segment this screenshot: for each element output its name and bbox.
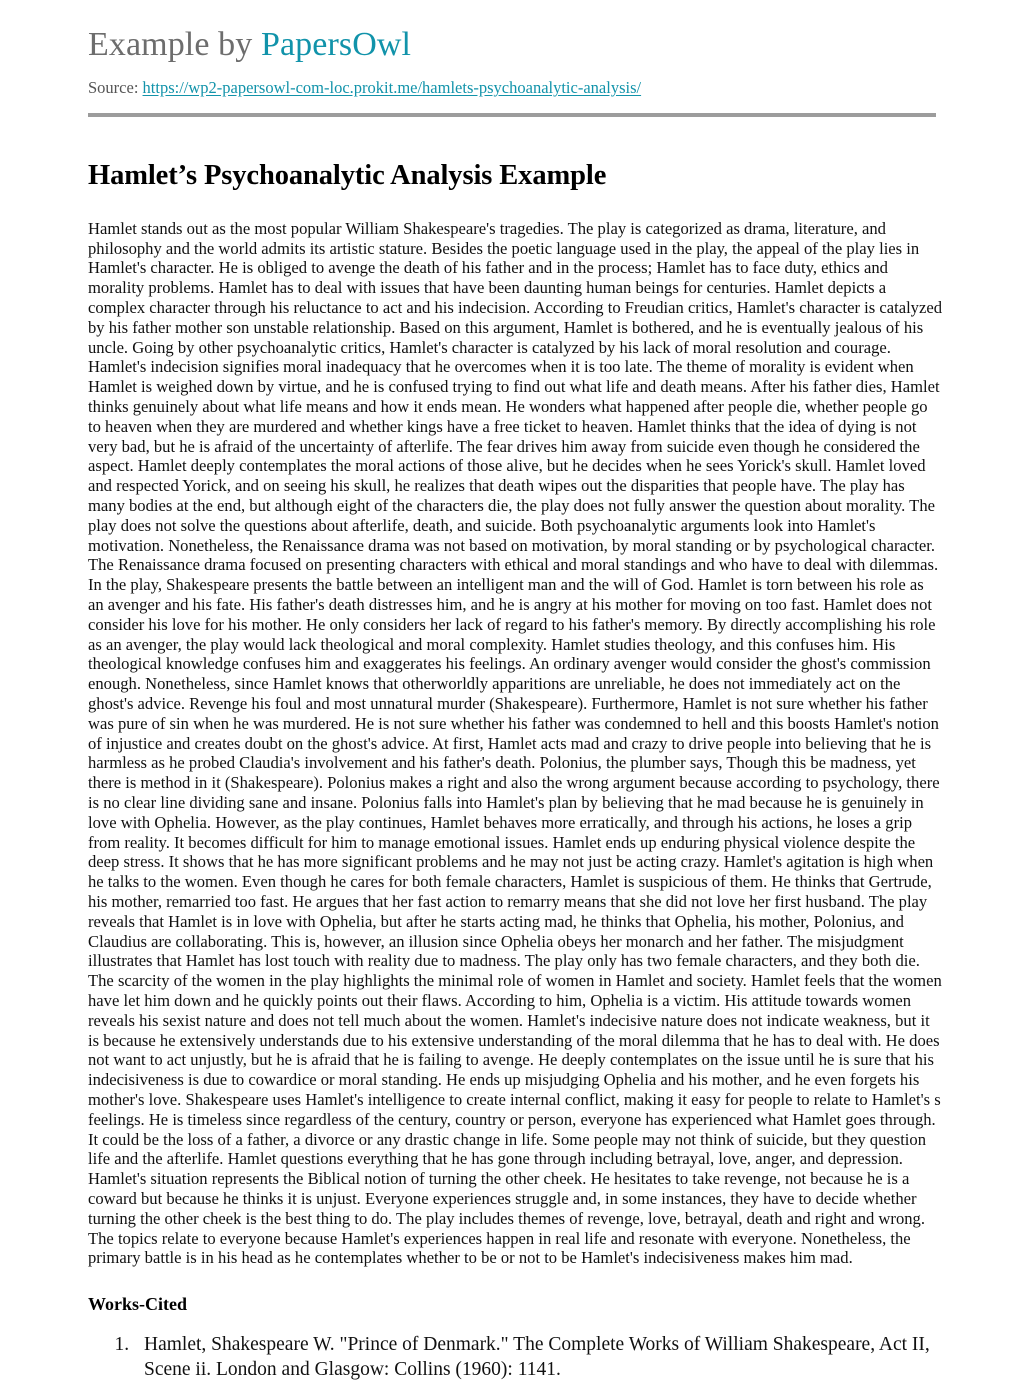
works-cited-list xyxy=(88,1332,936,1382)
source-line xyxy=(88,78,936,99)
list-item: 1. Hamlet, Shakespeare W. "Prince of Denmark." The Complete Works of William Shakespeare, Act II, Scene ii. London and Glasgow: Collins (1960): 1141. xyxy=(134,1332,944,1382)
source-label: Source: xyxy=(88,78,139,98)
source-url-link[interactable]: https://wp2-papersowl-com-loc.prokit.me/hamlets-psychoanalytic-analysis/ xyxy=(142,78,642,98)
brand-name-text: PapersOwl xyxy=(260,26,412,63)
brand-prefix-text: Example by xyxy=(88,26,261,63)
works-cited-heading: Works-Cited xyxy=(88,1294,187,1315)
header-divider xyxy=(88,113,936,117)
page-title: Hamlet’s Psychoanalytic Analysis Example xyxy=(88,159,607,191)
article-content xyxy=(0,159,1024,1382)
article-body-paragraph: Hamlet stands out as the most popular William Shakespeare's tragedies. The play is categorized as drama, literature, and philosophy and the world admits its artistic stature. Besides the poetic language used in the play, the appeal of the play lies in Hamlet's character. He is obliged to avenge the death of his father and in the process; Hamlet has to face duty, ethics and morality problems. Hamlet has to deal with issues that have been daunting human beings for centuries. Hamlet depicts a complex character through his reluctance to act and his indecision. According to Freudian critics, Hamlet's character is catalyzed by his father mother son unstable relationship. Based on this argument, Hamlet is bothered, and he is eventually jealous of his uncle. Going by other psychoanalytic critics, Hamlet's character is catalyzed by his lack of moral resolution and courage. Hamlet's indecision signifies moral inadequacy that he overcomes when it is too late. The theme of morality is evident when Hamlet is weighed down by virtue, and he is confused trying to find out what life and death means. After his father dies, Hamlet thinks genuinely about what life means and how it ends mean. He wonders what happened after people die, whether people go to heaven when they are murdered and whether kings have a free ticket to heaven. Hamlet thinks that the idea of dying is not very bad, but he is afraid of the uncertainty of afterlife. The fear drives him away from suicide even though he considered the aspect. Hamlet deeply contemplates the moral actions of those alive, but he decides when he sees Yorick's skull. Hamlet loved and respected Yorick, and on seeing his skull, he realizes that death wipes out the disparities that people have. The play has many bodies at the end, but although eight of the characters die, the play does not fully answer the question about morality. The play does not solve the questions about afterlife, death, and suicide. Both psychoanalytic arguments look into Hamlet's motivation. Nonetheless, the Renaissance drama was not based on motivation, by moral standing or by psychological character. The Renaissance drama focused on presenting characters with ethical and moral standings and who have to deal with dilemmas. In the play, Shakespeare presents the battle between an intelligent man and the will of God. Hamlet is torn between his role as an avenger and his fate. His father's death distresses him, and he is angry at his mother for moving on too fast. Hamlet does not consider his love for his mother. He only considers her lack of regard to his father's memory. By directly accomplishing his role as an avenger, the play would lack theological and moral complexity. Hamlet studies theology, and this confuses him. His theological knowledge confuses him and exaggerates his feelings. An ordinary avenger would consider the ghost's commission enough. Nonetheless, since Hamlet knows that otherworldly apparitions are unreliable, he does not immediately act on the ghost's advice. Revenge his foul and most unnatural murder (Shakespeare). Furthermore, Hamlet is not sure whether his father was pure of sin when he was murdered. He is not sure whether his father was condemned to hell and this boosts Hamlet's notion of injustice and creates doubt on the ghost's advice. At first, Hamlet acts mad and crazy to drive people into believing that he is harmless as he probed Claudia's involvement and his father's death. Polonius, the plumber says, Though this be madness, yet there is method in it (Shakespeare). Polonius makes a right and also the wrong argument because according to psychology, there is no clear line dividing sane and insane. Polonius falls into Hamlet's plan by believing that he mad because he is genuinely in love with Ophelia. However, as the play continues, Hamlet behaves more erratically, and through his actions, he loses a grip from reality. It becomes difficult for him to manage emotional issues. Hamlet ends up enduring physical violence despite the deep stress. It shows that he has more significant problems and he may not just be acting crazy. Hamlet's agitation is high when he talks to the women. Even though he cares for both female characters, Hamlet is suspicious of them. He thinks that Gertrude, his mother, remarried too fast. He argues that her fast action to remarry means that she did not love her first husband. The play reveals that Hamlet is in love with Ophelia, but after he starts acting mad, he thinks that Ophelia, his mother, Polonius, and Claudius are collaborating. This is, however, an illusion since Ophelia obeys her monarch and her father. The misjudgment illustrates that Hamlet has lost touch with reality due to madness. The play only has two female characters, and they both die. The scarcity of the women in the play highlights the minimal role of women in Hamlet and society. Hamlet feels that the women have let him down and he quickly points out their flaws. According to him, Ophelia is a victim. His attitude towards women reveals his sexist nature and does not tell much about the women. Hamlet's indecisive nature does not indicate weakness, but it is because he extensively understands due to his extensive understanding of the moral dilemma that he has to deal with. He does not want to act unjustly, but he is afraid that he is failing to avenge. He deeply contemplates on the issue until he is sure that his indecisiveness is due to cowardice or moral standing. He ends up misjudging Ophelia and his mother, and he even forgets his mother's love. Shakespeare uses Hamlet's intelligence to create internal conflict, making it easy for people to relate to Hamlet's s feelings. He is timeless since regardless of the century, country or person, everyone has experienced what Hamlet goes through. It could be the loss of a father, a divorce or any drastic change in life. Some people may not think of suicide, but they question life and the afterlife. Hamlet questions everything that he has gone through including betrayal, love, anger, and depression. Hamlet's situation represents the Biblical notion of turning the other cheek. He hesitates to take revenge, not because he is a coward but because he thinks it is unjust. Everyone experiences struggle and, in some instances, they have to decide whether turning the other cheek is the best thing to do. The play includes themes of revenge, love, betrayal, death and right and wrong. The topics relate to everyone because Hamlet's experiences happen in real life and resonate with everyone. Nonetheless, the primary battle is in his head as he contemplates whether to be or not to be Hamlet's indecisiveness makes him mad. xyxy=(88,218,943,1268)
page-header xyxy=(0,0,1024,117)
brand-title xyxy=(88,26,936,64)
